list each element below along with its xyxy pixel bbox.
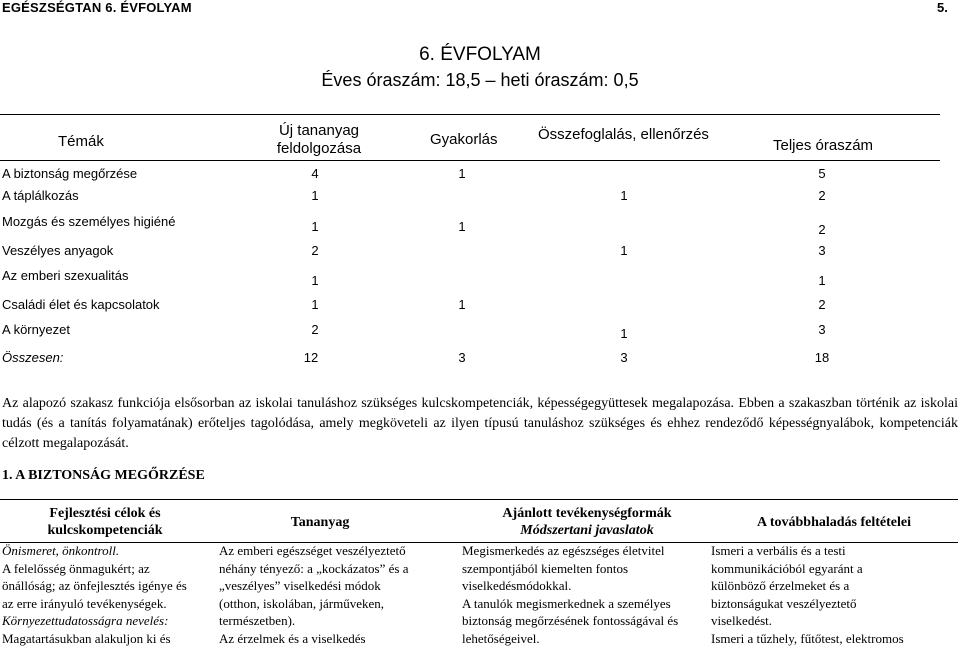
goals-col1-header-line1: Fejlesztési célok és: [10, 505, 200, 522]
col-header-new-line1: Új tananyag: [264, 122, 374, 139]
row-total: 2: [807, 297, 837, 312]
goals-col3-line: lehetőségeivel.: [462, 630, 707, 647]
table-top-rule: [0, 114, 940, 115]
row-total: 3: [807, 322, 837, 337]
row-summary: 1: [609, 243, 639, 258]
goals-col1-cell: [2, 542, 217, 647]
summary-total: 18: [807, 350, 837, 365]
goals-col2-cell: [219, 542, 455, 647]
row-total: 1: [807, 273, 837, 288]
row-total: 2: [807, 222, 837, 237]
row-practice: 1: [447, 297, 477, 312]
row-topic: A biztonság megőrzése: [2, 166, 137, 181]
row-new: 1: [300, 219, 330, 234]
goals-col1-line: Magatartásukban alakuljon ki és: [2, 630, 217, 647]
goals-col2-line: Az érzelmek és a viselkedés: [219, 630, 455, 647]
grade-title: 6. ÉVFOLYAM: [0, 44, 960, 66]
intro-paragraph: Az alapozó szakasz funkciója elsősorban az iskolai tanuláshoz szükséges kulcskompetenciák, képességegyüttesek megalapozása. Ebben a szakaszban történik az iskolai tudás (és a tanítás folyamatának) erőteljes tagolódása, amely megköveteli az ilyen típusú tanuláshoz szükséges és ehhez rendeződő képességnyalábok, kompetenciák célzott megalapozását.: [2, 394, 958, 454]
goals-col3-header: [462, 505, 712, 539]
row-summary: 1: [609, 188, 639, 203]
summary-label: Összesen:: [2, 350, 63, 365]
row-summary: 1: [609, 326, 639, 341]
goals-col3-cell: [462, 542, 707, 647]
row-topic: Mozgás és személyes higiéné: [2, 214, 175, 229]
page-number: 5.: [937, 0, 948, 15]
row-new: 1: [300, 188, 330, 203]
goals-col3-line: biztonság megőrzésének fontosságával és: [462, 612, 707, 630]
goals-col1-line: Önismeret, önkontroll.: [2, 542, 217, 560]
page-header-title: EGÉSZSÉGTAN 6. ÉVFOLYAM: [2, 0, 192, 15]
goals-col1-line: önállóság; az önfejlesztés igénye és: [2, 577, 217, 595]
summary-practice: 3: [447, 350, 477, 365]
row-new: 2: [300, 322, 330, 337]
col-header-topics: Témák: [58, 133, 104, 150]
goals-col1-line: az erre irányuló tevékenységek.: [2, 595, 217, 613]
goals-col4-cell: [711, 542, 958, 647]
goals-col4-line: kommunikációból egyaránt a: [711, 560, 958, 578]
goals-col3-header-line2: Módszertani javaslatok: [462, 522, 712, 539]
row-topic: Családi élet és kapcsolatok: [2, 297, 160, 312]
goals-col4-line: Ismeri a tűzhely, fűtőtest, elektromos: [711, 630, 958, 647]
goals-col2-line: „veszélyes” viselkedési módok: [219, 577, 455, 595]
goals-col1-header-line2: kulcskompetenciák: [10, 522, 200, 539]
row-new: 1: [300, 297, 330, 312]
goals-col3-line: Megismerkedés az egészséges életvitel: [462, 542, 707, 560]
goals-col2-line: néhány tényező: a „kockázatos” és a: [219, 560, 455, 578]
row-new: 1: [300, 273, 330, 288]
row-total: 3: [807, 243, 837, 258]
table-header-rule: [0, 160, 940, 161]
goals-col4-line: különböző érzelmeket és a: [711, 577, 958, 595]
row-topic: A környezet: [2, 322, 70, 337]
hours-subtitle: Éves óraszám: 18,5 – heti óraszám: 0,5: [0, 70, 960, 91]
row-total: 5: [807, 166, 837, 181]
goals-col4-line: biztonságukat veszélyeztető: [711, 595, 958, 613]
goals-col3-line: viselkedésmódokkal.: [462, 577, 707, 595]
row-topic: Veszélyes anyagok: [2, 243, 113, 258]
row-topic: A táplálkozás: [2, 188, 79, 203]
goals-col4-line: Ismeri a verbális és a testi: [711, 542, 958, 560]
goals-col4-line: viselkedést.: [711, 612, 958, 630]
summary-new: 12: [296, 350, 326, 365]
col-header-total: Teljes óraszám: [773, 137, 873, 154]
goals-col2-header: Tananyag: [225, 514, 415, 531]
section-title: 1. A BIZTONSÁG MEGŐRZÉSE: [2, 468, 205, 484]
col-header-practice: Gyakorlás: [430, 131, 498, 148]
goals-col1-line: A felelősség önmagukért; az: [2, 560, 217, 578]
goals-col2-line: természetben).: [219, 612, 455, 630]
goals-col1-line: Környezettudatosságra nevelés:: [2, 612, 217, 630]
goals-col3-line: szempontjából kiemelten fontos: [462, 560, 707, 578]
row-practice: 1: [447, 219, 477, 234]
col-header-new-line2: feldolgozása: [264, 140, 374, 157]
goals-col1-header: [10, 505, 200, 539]
row-topic: Az emberi szexualitás: [2, 268, 128, 283]
row-new: 4: [300, 166, 330, 181]
goals-table-top-rule: [0, 499, 958, 500]
goals-col2-line: (otthon, iskolában, járműveken,: [219, 595, 455, 613]
col-header-summary: Összefoglalás, ellenőrzés: [538, 126, 709, 143]
goals-col4-header: A továbbhaladás feltételei: [710, 514, 958, 531]
summary-summary: 3: [609, 350, 639, 365]
goals-col3-header-line1: Ajánlott tevékenységformák: [462, 505, 712, 522]
goals-col2-line: Az emberi egészséget veszélyeztető: [219, 542, 455, 560]
row-practice: 1: [447, 166, 477, 181]
row-new: 2: [300, 243, 330, 258]
goals-col3-line: A tanulók megismerkednek a személyes: [462, 595, 707, 613]
row-total: 2: [807, 188, 837, 203]
